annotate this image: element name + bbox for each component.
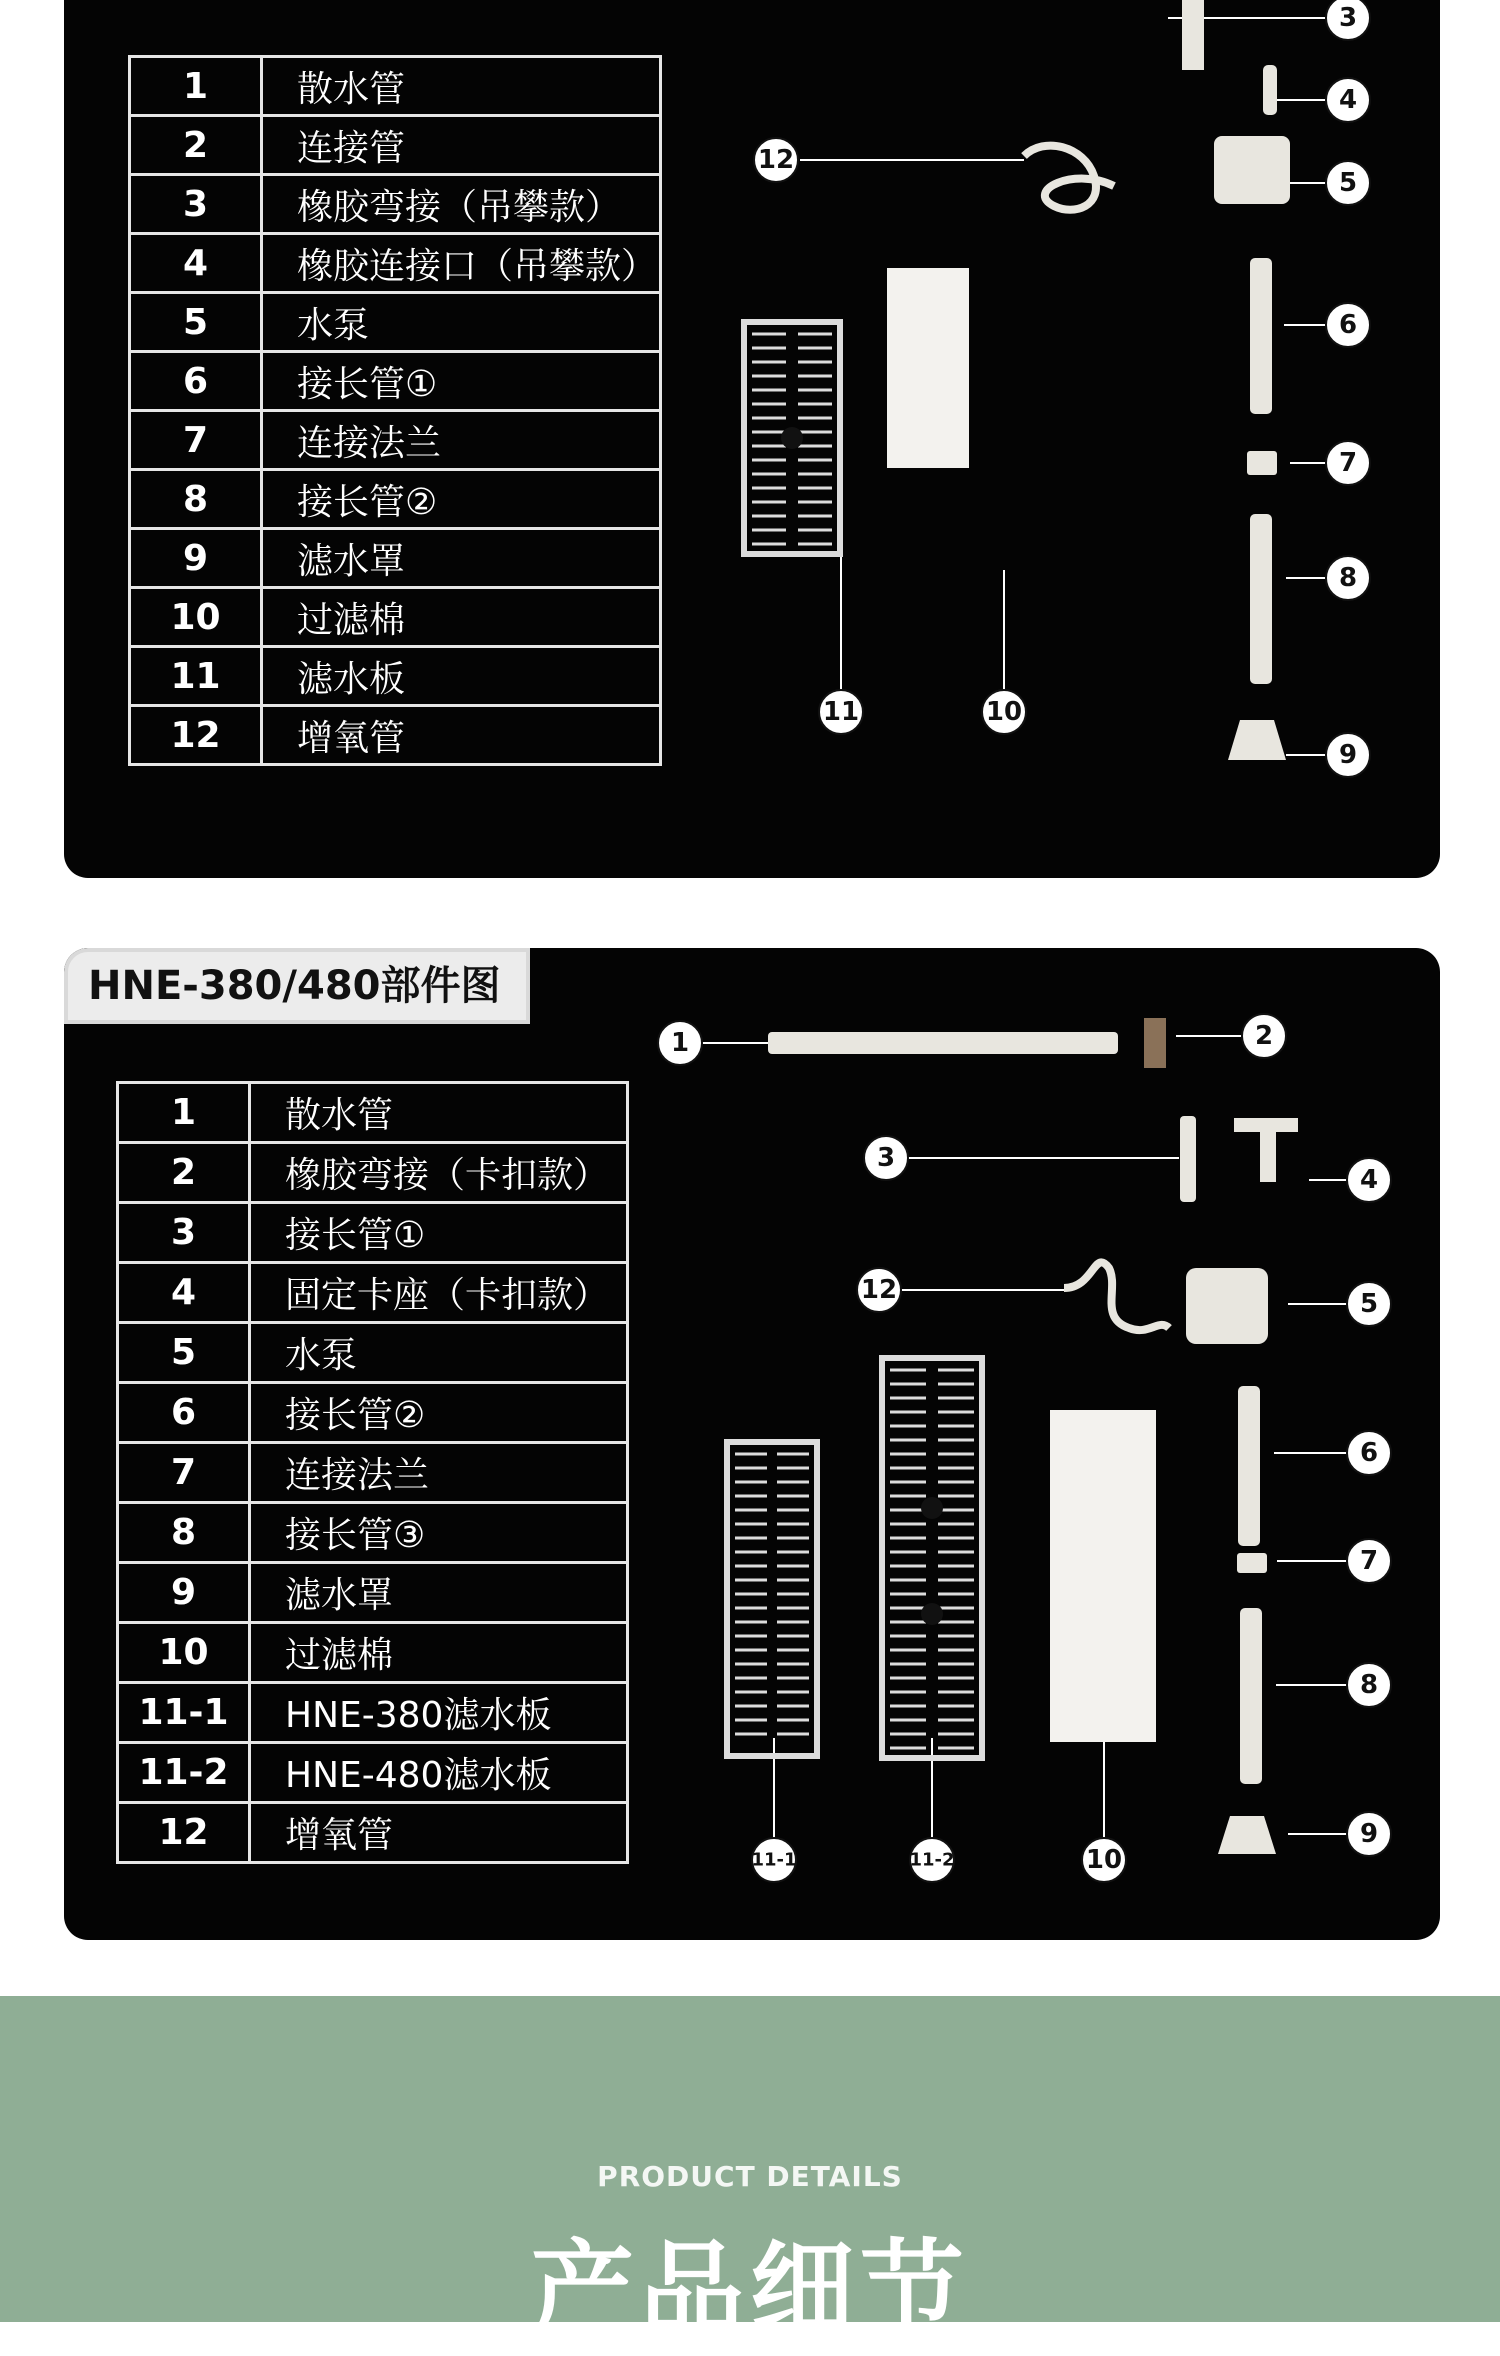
parts-diagram-2 xyxy=(64,948,1440,1940)
part-name: 接长管② xyxy=(262,470,661,529)
part-name: 滤水罩 xyxy=(262,529,661,588)
elbow-shape xyxy=(1182,0,1204,70)
part-name: 接长管① xyxy=(262,352,661,411)
part-number: 6 xyxy=(118,1383,250,1443)
tube-1-shape xyxy=(1180,1116,1196,1202)
callout-label: 11 xyxy=(822,697,860,727)
callout-label: 6 xyxy=(1359,1438,1379,1468)
part-number: 5 xyxy=(118,1323,250,1383)
part-name: 橡胶弯接（吊攀款） xyxy=(262,175,661,234)
part-name: HNE-380滤水板 xyxy=(250,1683,628,1743)
filter-plate-hole xyxy=(781,427,803,449)
callout-label: 8 xyxy=(1359,1670,1379,1700)
part-name: 水泵 xyxy=(262,293,661,352)
callout-label: 5 xyxy=(1359,1289,1379,1319)
connector-shape xyxy=(1263,65,1277,115)
part-number: 7 xyxy=(118,1443,250,1503)
part-number: 4 xyxy=(130,234,262,293)
panel-title-tab: HNE-380/480部件图 xyxy=(64,948,530,1024)
part-number: 1 xyxy=(130,57,262,116)
part-number: 12 xyxy=(118,1803,250,1863)
parts-panel-1 xyxy=(64,0,1440,878)
callout-label: 7 xyxy=(1359,1546,1379,1576)
tube-2-shape xyxy=(1250,514,1272,684)
filter-plate-480-shape xyxy=(882,1358,982,1758)
callout-label: 12 xyxy=(757,145,795,175)
callout-label: 2 xyxy=(1254,1021,1274,1051)
air-tube-shape xyxy=(1064,1262,1169,1330)
part-name: HNE-480滤水板 xyxy=(250,1743,628,1803)
parts-diagram-1 xyxy=(64,0,1440,878)
flange-shape xyxy=(1237,1553,1267,1573)
part-name: 滤水罩 xyxy=(250,1563,628,1623)
pump-shape xyxy=(1214,136,1290,204)
part-name: 连接法兰 xyxy=(262,411,661,470)
callout-label: 10 xyxy=(1085,1845,1123,1875)
strainer-shape xyxy=(1228,720,1286,760)
callout-label: 5 xyxy=(1338,168,1358,198)
callout-label: 6 xyxy=(1338,310,1358,340)
part-number: 8 xyxy=(118,1503,250,1563)
spray-bar-shape xyxy=(768,1032,1118,1054)
callout-label: 4 xyxy=(1359,1165,1379,1195)
part-name: 滤水板 xyxy=(262,647,661,706)
callout-label: 1 xyxy=(670,1028,690,1058)
part-name: 接长管③ xyxy=(250,1503,628,1563)
filter-plate-380-shape xyxy=(727,1442,817,1756)
product-details-banner xyxy=(0,1996,1500,2351)
part-name: 增氧管 xyxy=(250,1803,628,1863)
part-number: 9 xyxy=(130,529,262,588)
part-name: 接长管② xyxy=(250,1383,628,1443)
part-name: 散水管 xyxy=(250,1083,628,1143)
part-name: 固定卡座（卡扣款） xyxy=(250,1263,628,1323)
part-number: 3 xyxy=(130,175,262,234)
tube-2-shape xyxy=(1238,1386,1260,1546)
filter-sponge-shape xyxy=(887,268,969,468)
part-number: 3 xyxy=(118,1203,250,1263)
part-number: 10 xyxy=(118,1623,250,1683)
part-number: 2 xyxy=(130,116,262,175)
elbow-shape xyxy=(1144,1018,1166,1068)
callout-label: 3 xyxy=(1338,3,1358,33)
part-number: 7 xyxy=(130,411,262,470)
section-subtitle: PRODUCT DETAILS xyxy=(597,2160,903,2193)
part-name: 橡胶弯接（卡扣款） xyxy=(250,1143,628,1203)
clip-holder-shape xyxy=(1234,1118,1298,1182)
callout-label: 9 xyxy=(1338,740,1358,770)
part-name: 散水管 xyxy=(262,57,661,116)
part-number: 9 xyxy=(118,1563,250,1623)
part-name: 水泵 xyxy=(250,1323,628,1383)
callout-label: 11-1 xyxy=(751,1849,797,1871)
section-title: 产品细节 xyxy=(529,2229,970,2351)
part-name: 连接管 xyxy=(262,116,661,175)
part-number: 10 xyxy=(130,588,262,647)
callout-label: 4 xyxy=(1338,85,1358,115)
filter-plate-hole xyxy=(921,1497,943,1519)
parts-panel-2 xyxy=(64,948,1440,1940)
filter-sponge-shape xyxy=(1050,1410,1156,1742)
callout-label: 3 xyxy=(876,1143,896,1173)
part-number: 12 xyxy=(130,706,262,765)
part-number: 11-1 xyxy=(118,1683,250,1743)
callout-label: 10 xyxy=(985,697,1023,727)
part-number: 8 xyxy=(130,470,262,529)
part-number: 11 xyxy=(130,647,262,706)
strainer-shape xyxy=(1218,1816,1276,1854)
air-tube-shape xyxy=(1024,146,1114,210)
flange-shape xyxy=(1247,451,1277,475)
filter-plate-hole xyxy=(921,1603,943,1625)
tube-1-shape xyxy=(1250,258,1272,414)
part-name: 过滤棉 xyxy=(250,1623,628,1683)
part-name: 接长管① xyxy=(250,1203,628,1263)
pump-shape xyxy=(1186,1268,1268,1344)
callout-label: 12 xyxy=(860,1275,898,1305)
callout-label: 8 xyxy=(1338,563,1358,593)
callout-label: 11-2 xyxy=(909,1849,955,1871)
part-number: 1 xyxy=(118,1083,250,1143)
part-number: 5 xyxy=(130,293,262,352)
part-number: 2 xyxy=(118,1143,250,1203)
part-name: 连接法兰 xyxy=(250,1443,628,1503)
part-name: 橡胶连接口（吊攀款） xyxy=(262,234,661,293)
callout-label: 9 xyxy=(1359,1819,1379,1849)
part-number: 4 xyxy=(118,1263,250,1323)
part-name: 过滤棉 xyxy=(262,588,661,647)
part-number: 6 xyxy=(130,352,262,411)
callout-label: 7 xyxy=(1338,448,1358,478)
part-number: 11-2 xyxy=(118,1743,250,1803)
part-name: 增氧管 xyxy=(262,706,661,765)
tube-3-shape xyxy=(1240,1608,1262,1784)
